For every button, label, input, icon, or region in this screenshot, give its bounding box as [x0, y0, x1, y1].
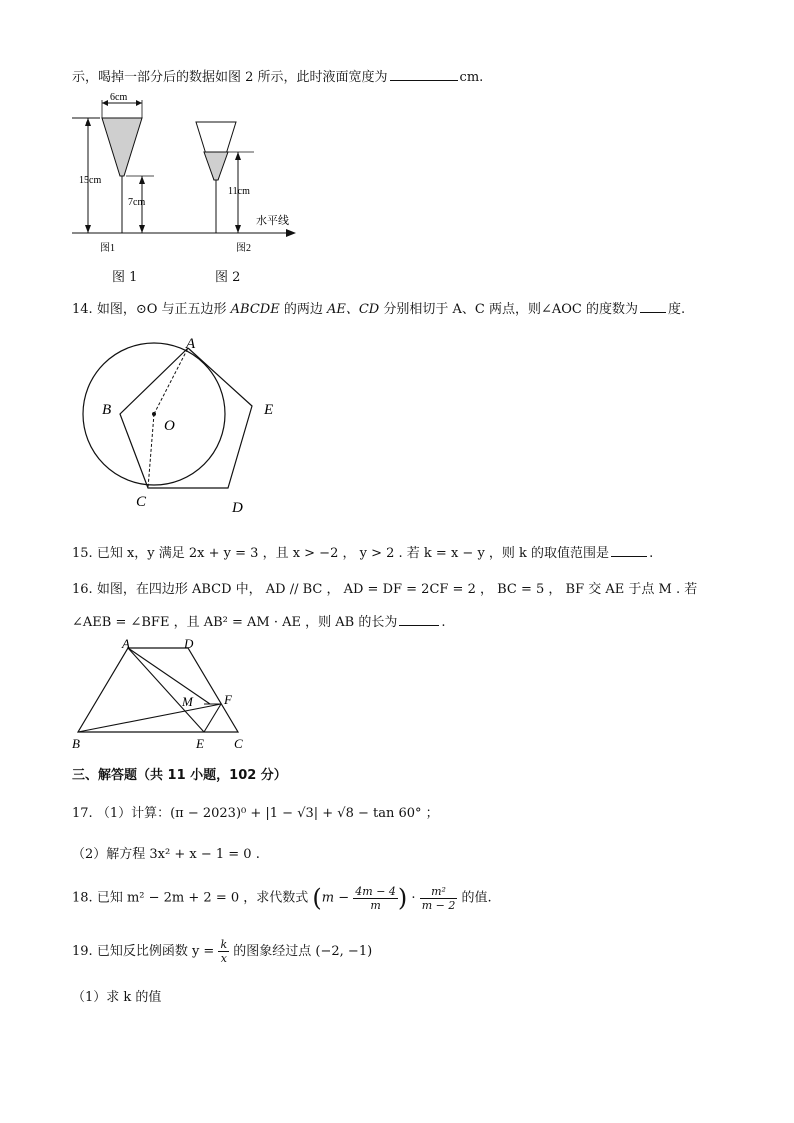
- q18-fraction-2: $\frac{\text{m²}}{m - 2}$: [421, 884, 456, 912]
- q14-label-O: O: [164, 418, 175, 434]
- q16-label-A: A: [122, 636, 130, 651]
- q19-fraction: $\frac{k}{x}$: [220, 938, 228, 965]
- q15-text: 15. 已知 x，y 满足 2x + y = 3 ，且 x > −2 ， y > 2 . 若 k = x − y ，则 k 的取值范围是 .: [72, 546, 654, 561]
- q18-text: 18. 已知 m² − 2m + 2 = 0 ，求代数式 (m − $\frac{4m - 4}{m}$ ) · $\frac{\text{m²}}{m - 2}$ 的值.: [72, 884, 492, 912]
- q16-line2: ∠AEB = ∠BFE ，且 AB² = AM · AE ，则 AB 的长为 .: [72, 615, 446, 630]
- q13-figure: [68, 88, 308, 258]
- fig1-width-label: 6cm: [110, 92, 128, 103]
- q13-caption-1: 图 1: [112, 270, 138, 285]
- fig2-level-label: 11cm: [228, 186, 250, 197]
- q17-part2: （2）解方程 3x² + x − 1 = 0 .: [72, 847, 260, 862]
- q16-line1: 16. 如图，在四边形 ABCD 中， AD // BC ， AD = DF = 2CF = 2 ， BC = 5 ， BF 交 AE 于点 M . 若: [72, 582, 698, 597]
- q16-label-F: F: [224, 692, 232, 707]
- q16-label-C: C: [234, 736, 243, 751]
- q19-text: 19. 已知反比例函数 y = $\frac{k}{x}$ 的图象经过点 (−2, −1): [72, 938, 373, 965]
- q16-label-B: B: [72, 736, 80, 751]
- q14-text: 14. 如图，⊙O 与正五边形 ABCDE 的两边 AE、CD 分别相切于 A、C 两点，则∠AOC 的度数为 度.: [72, 302, 686, 317]
- q15-answer-blank: [611, 544, 647, 557]
- fig1-caption: 图1: [100, 243, 115, 254]
- q14-label-C: C: [136, 494, 147, 510]
- q16-figure: [66, 634, 266, 756]
- section-3-title: 三、解答题（共 11 小题，102 分）: [72, 768, 287, 783]
- q14-label-B: B: [102, 402, 112, 418]
- fig2-axis-label: 水平线: [256, 215, 289, 227]
- q17-part1: 17. （1）计算：(π − 2023)⁰ + |1 − √3| + √8 − tan 60° ；: [72, 806, 439, 821]
- q16-label-M: M: [182, 694, 193, 709]
- q14-label-D: D: [232, 500, 243, 516]
- q14-figure: [80, 330, 300, 520]
- q13-caption-2: 图 2: [215, 270, 241, 285]
- q16-answer-blank: [399, 613, 439, 626]
- q16-label-D: D: [184, 636, 194, 651]
- q14-label-A: A: [186, 336, 196, 352]
- fig1-height-label: 15cm: [79, 175, 102, 186]
- q19-part1: （1）求 k 的值: [72, 990, 162, 1005]
- q16-label-E: E: [196, 736, 204, 751]
- q14-label-E: E: [264, 402, 274, 418]
- fig2-caption: 图2: [236, 243, 251, 254]
- q18-fraction-1: $\frac{4m - 4}{m}$: [355, 884, 396, 912]
- q13-text: 示，喝掉一部分后的数据如图 2 所示，此时液面宽度为 cm.: [72, 70, 484, 85]
- fig1-stem-label: 7cm: [128, 197, 146, 208]
- q13-answer-blank: [390, 68, 458, 81]
- q14-answer-blank: [640, 300, 666, 313]
